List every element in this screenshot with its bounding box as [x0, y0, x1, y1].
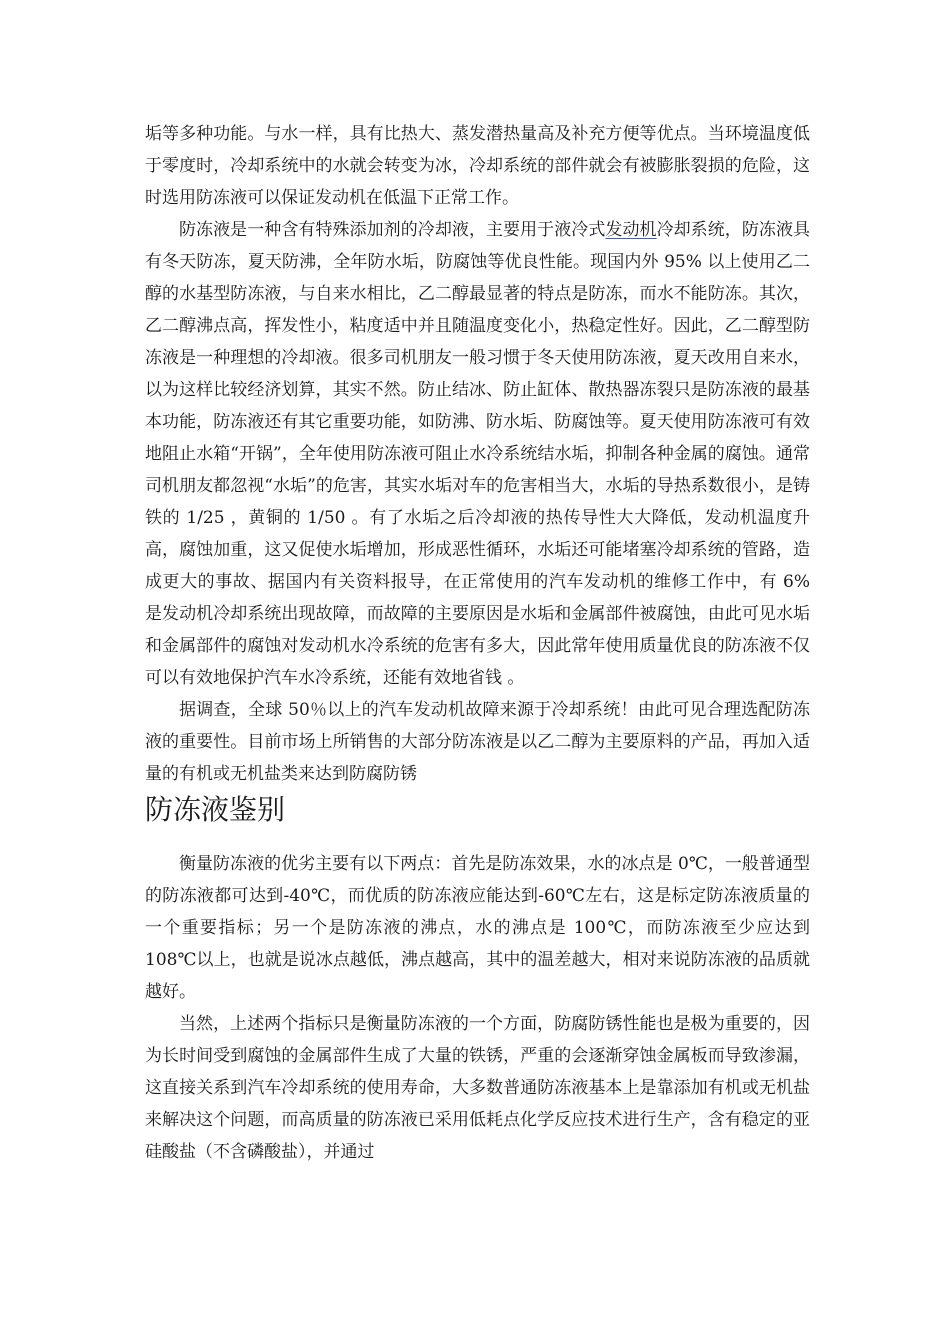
document-page — [145, 118, 810, 1168]
paragraph-intro-continued: 垢等多种功能。与水一样，具有比热大、蒸发潜热量高及补充方便等优点。当环境温度低于零度时，冷却系统中的水就会转变为冰，冷却系统的部件就会有被膨胀裂损的危险，这时选用防冻液可以保证发动机在低温下正常工作。 — [145, 124, 810, 208]
engine-link[interactable]: 发动机 — [605, 220, 657, 240]
paragraph-survey: 据调查，全球 50％以上的汽车发动机故障来源于冷却系统！由此可见合理选配防冻液的重要性。目前市场上所销售的大部分防冻液是以乙二醇为主要原料的产品，再加入适量的有机或无机盐类来达到防腐防锈 — [145, 700, 810, 784]
section-heading-identification: 防冻液鉴别 — [145, 793, 286, 826]
paragraph-text-segment: 冷却系统，防冻液具有冬天防冻，夏天防沸，全年防水垢，防腐蚀等优良性能。现国内外 95% 以上使用乙二醇的水基型防冻液，与自来水相比，乙二醇最显著的特点是防冻，而水不能防冻。其次，乙二醇沸点高，挥发性小，粘度适中并且随温度变化小，热稳定性好。因此，乙二醇型防冻液是一种理想的冷却液。很多司机朋友一般习惯于冬天使用防冻液，夏天改用自来水，以为这样比较经济划算，其实不然。防止结冰、防止缸体、散热器冻裂只是防冻液的最基本功能，防冻液还有其它重要功能，如防沸、防水垢、防腐蚀等。夏天使用防冻液可有效地阻止水箱“开锅”，全年使用防冻液可阻止水冷系统结水垢，抑制各种金属的腐蚀。通常司机朋友都忽视“水垢”的危害，其实水垢对车的危害相当大，水垢的导热系数很小，是铸铁的 1/25 ，黄铜的 1/50 。有了水垢之后冷却液的热传导性大大降低，发动机温度升高，腐蚀加重，这又促使水垢增加，形成恶性循环，水垢还可能堵塞冷却系统的管路，造成更大的事故、据国内有关资料报导，在正常使用的汽车发动机的维修工作中，有 6% 是发动机冷却系统出现故障，而故障的主要原因是水垢和金属部件被腐蚀，由此可见水垢和金属部件的腐蚀对发动机水冷系统的危害有多大，因此常年使用质量优良的防冻液不仅可以有效地保护汽车水冷系统，还能有效地省钱 。 — [145, 220, 811, 688]
paragraph-text-segment: 防冻液是一种含有特殊添加剂的冷却液，主要用于液冷式 — [179, 220, 606, 240]
paragraph-quality-criteria: 衡量防冻液的优劣主要有以下两点：首先是防冻效果，水的冰点是 0℃，一般普通型的防冻液都可达到-40℃，而优质的防冻液应能达到-60℃左右，这是标定防冻液质量的一个重要指标；另一个是防冻液的沸点，水的沸点是 100℃，而防冻液至少应达到 108℃以上，也就是说冰点越低，沸点越高，其中的温差越大，相对来说防冻液的品质就越好。 — [145, 854, 810, 1002]
paragraph-corrosion: 当然，上述两个指标只是衡量防冻液的一个方面，防腐防锈性能也是极为重要的，因为长时间受到腐蚀的金属部件生成了大量的铁锈，严重的会逐渐穿蚀金属板而导致渗漏，这直接关系到汽车冷却系统的使用寿命，大多数普通防冻液基本上是靠添加有机或无机盐来解决这个问题，而高质量的防冻液已采用低耗点化学反应技术进行生产，含有稳定的亚硅酸盐（不含磷酸盐），并通过 — [145, 1014, 810, 1162]
paragraph-antifreeze-description — [145, 214, 810, 694]
